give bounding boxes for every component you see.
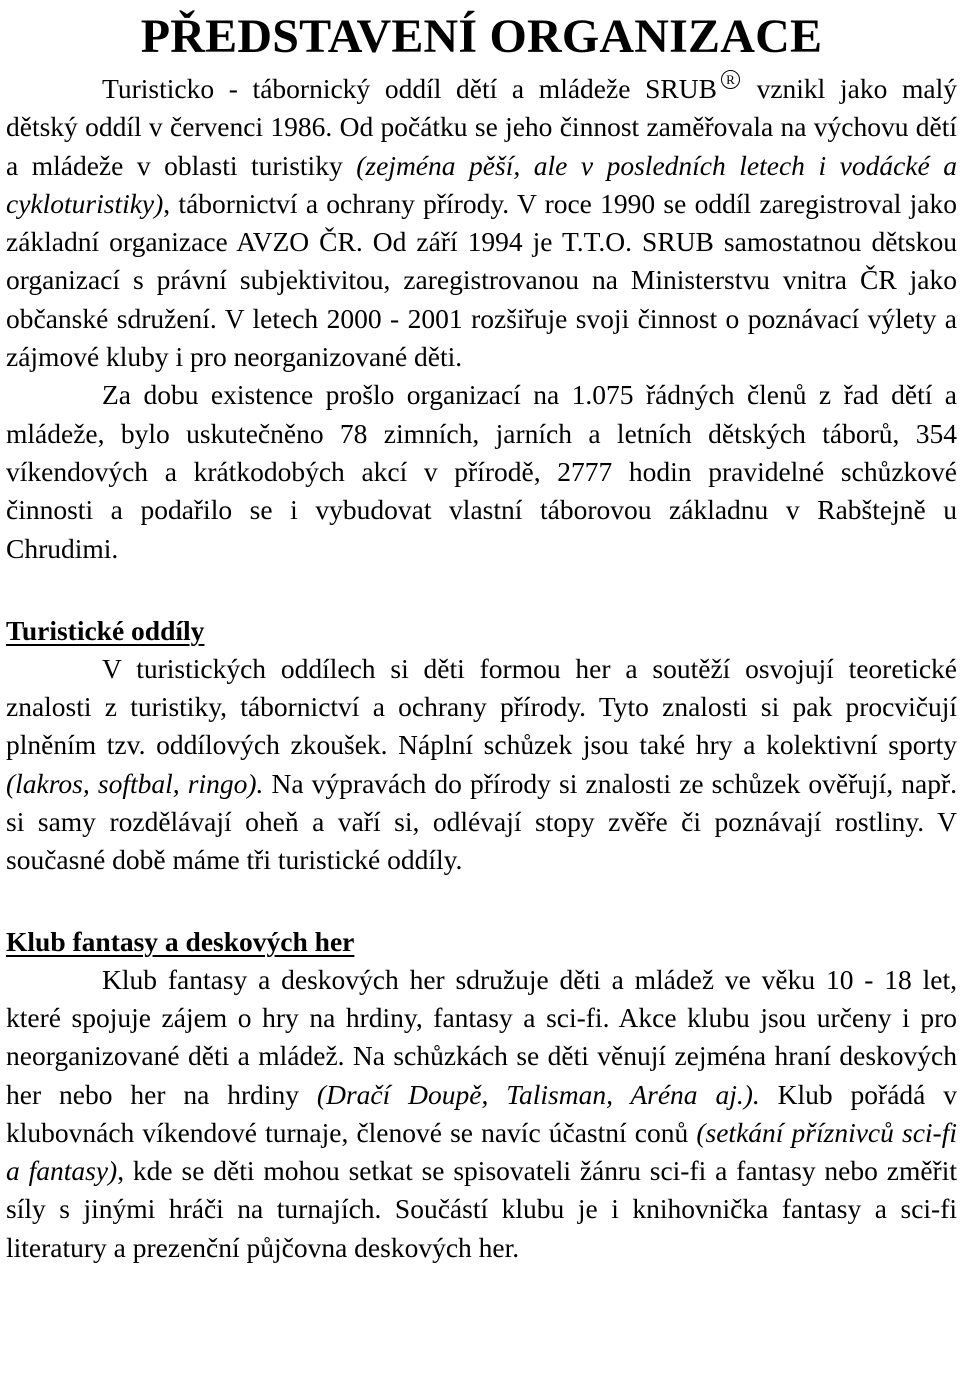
fantasy-text-a: Klub fantasy a deskových her sdružuje děti a mládež ve věku 10 - 18 let, které spojuje zájem o hry na hrdiny, fantasy a sci-fi. Akce klubu jsou určeny i pro neorganizované děti a mládež. Na schůzkách se děti věnují zejména hraní deskových her nebo her na hrdiny (6, 963, 957, 1110)
tourist-text-a: V turistických oddílech si děti formou her a soutěží osvojují teoretické znalosti z turistiky, tábornictví a ochrany přírody. Tyto znalosti si pak procvičují plněním tzv. oddílových zkoušek. Náplní schůzek jsou také hry a kolektivní sporty (6, 652, 957, 761)
intro-italic-note: (zejména pěší, ale v posledních letech i vodácké a cykloturistiky) (6, 149, 957, 219)
tourist-italic-sports: (lakros, softbal, ringo). (6, 767, 264, 799)
section-heading-fantasy: Klub fantasy a deskových her (6, 925, 355, 957)
fantasy-text-b: Klub pořádá v klubovnách víkendové turnaje, členové se navíc účastní conů (6, 1078, 958, 1148)
fantasy-italic-cons: (setkání příznivců sci-fi a fantasy) (6, 1116, 957, 1187)
intro-text-b: vznikl jako malý dětský oddíl v červenci 1986. Od počátku se jeho činnost zaměřovala na výchovu dětí a mládeže v oblasti turistiky (6, 73, 957, 181)
section-text-fantasy (6, 961, 957, 1267)
section-heading-tourist: Turistické oddíly (6, 614, 205, 646)
fantasy-italic-games: (Dračí Doupě, Talisman, Aréna aj.). (316, 1078, 760, 1110)
intro-paragraph-1 (6, 70, 957, 376)
intro-text-c: , tábornictví a ochrany přírody. V roce 1990 se oddíl zaregistroval jako základní organizace AVZO ČR. Od září 1994 je T.T.O. SRUB samostatnou dětskou organizací s právní subjektivitou, zaregistrovanou na Ministerstvu vnitra ČR jako občanské sdružení. V letech 2000 - 2001 rozšiřuje svoji činnost o poznávací výlety a zájmové kluby i pro neorganizované děti. (6, 187, 957, 373)
intro-paragraph-2: Za dobu existence prošlo organizací na 1.075 řádných členů z řad dětí a mládeže, bylo uskutečněno 78 zimních, jarních a letních dětských táborů, 354 víkendových a krátkodobých akcí v přírodě, 2777 hodin pravidelné schůzkové činnosti a podařilo se i vybudovat vlastní táborovou základnu v Rabštejně u Chrudimi. (6, 379, 957, 564)
fantasy-text-c: , kde se děti mohou setkat se spisovateli žánru sci-fi a fantasy nebo změřit síly s jinými hráči na turnajích. Součástí klubu je i knihovnička fantasy a sci-fi literatury a prezenční půjčovna deskových her. (6, 1155, 957, 1263)
section-text-tourist (6, 650, 957, 880)
registered-mark-icon: R (721, 70, 740, 89)
intro-text-a: Turisticko - tábornický oddíl dětí a mládeže SRUB (102, 73, 717, 104)
document-page (6, 0, 957, 1267)
tourist-text-b: Na výpravách do přírody si znalosti ze schůzek ověřují, např. si samy rozdělávají oheň a vaří si, odlévají stopy zvěře či poznávají rostliny. V současné době máme tři turistické oddíly. (6, 767, 957, 876)
page-title: PŘEDSTAVENÍ ORGANIZACE (140, 10, 823, 63)
